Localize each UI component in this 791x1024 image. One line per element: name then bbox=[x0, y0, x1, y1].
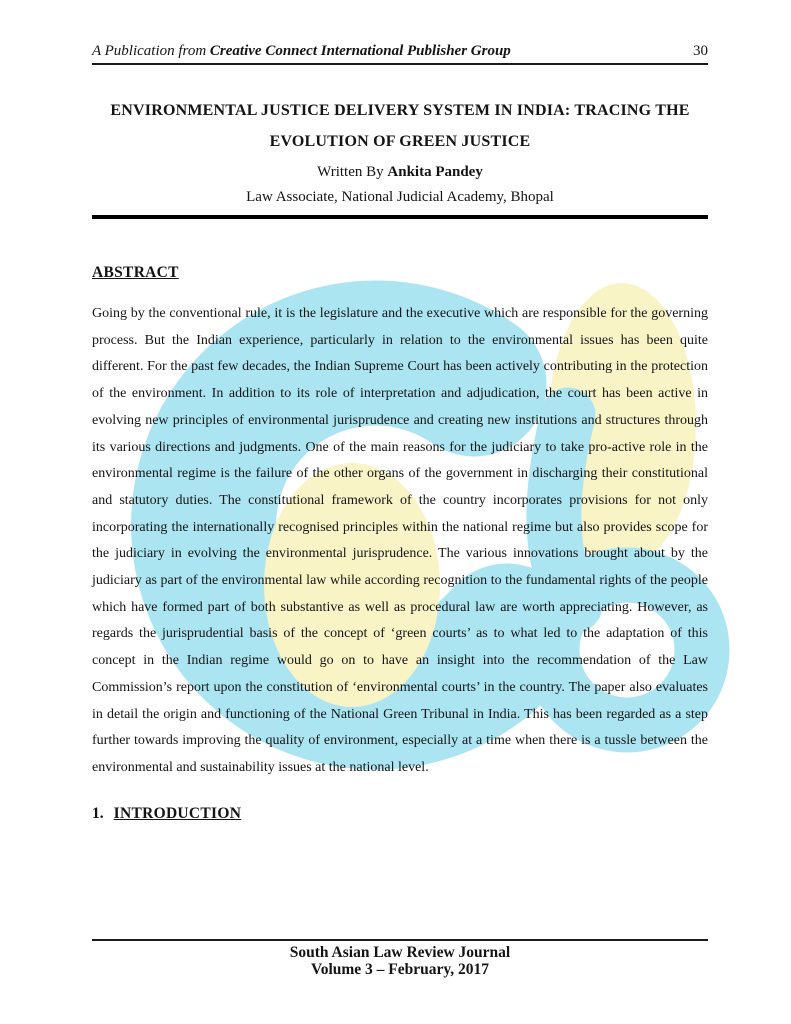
publication-credit bbox=[92, 42, 511, 60]
page-number: 30 bbox=[693, 43, 708, 59]
byline-prefix: Written By bbox=[317, 164, 384, 180]
abstract-heading: ABSTRACT bbox=[92, 264, 179, 281]
title-divider-rule bbox=[92, 215, 708, 219]
abstract-paragraph: Going by the conventional rule, it is the legislature and the executive which are responsible for the governing process. But the Indian experience, particularly in relation to the environmental issues has been quite different. For the past few decades, the Indian Supreme Court has been actively contributing in the protection of the environment. In addition to its role of interpretation and adjudication, the court has been active in evolving new principles of environmental jurisprudence and creating new institutions and structures through its various directions and judgments. One of the main reasons for the judiciary to take pro-active role in the environmental regime is the failure of the other organs of the government in discharging their constitutional and statutory duties. The constitutional framework of the country incorporates provisions for not only incorporating the internationally recognised principles within the national regime but also provides scope for the judiciary in evolving the environmental jurisprudence. The various innovations brought about by the judiciary as part of the environmental law while according recognition to the fundamental rights of the people which have formed part of both substantive as well as procedural law are worth appreciating. However, as regards the jurisprudential basis of the concept of ‘green courts’ as to what led to the adaptation of this concept in the Indian regime would go on to have an insight into the recommendation of the Law Commission’s report upon the constitution of ‘environmental courts’ in the country. The paper also evaluates in detail the origin and functioning of the National Green Tribunal in India. This has been regarded as a step further towards improving the quality of environment, especially at a time when there is a tussle between the environmental and sustainability issues at the national level. bbox=[92, 306, 708, 775]
volume-line: Volume 3 – February, 2017 bbox=[310, 961, 490, 978]
page-header bbox=[92, 42, 708, 65]
publication-prefix: A Publication from bbox=[92, 43, 207, 59]
article-title: ENVIRONMENTAL JUSTICE DELIVERY SYSTEM IN INDIA: TRACING THE EVOLUTION OF GREEN JUSTICE bbox=[110, 102, 690, 150]
section-number: 1. bbox=[92, 804, 104, 822]
journal-name: South Asian Law Review Journal bbox=[289, 944, 511, 961]
author-affiliation: Law Associate, National Judicial Academy, Bhopal bbox=[246, 189, 554, 205]
author-name: Ankita Pandey bbox=[387, 164, 483, 180]
page-footer bbox=[92, 939, 708, 978]
section-title: INTRODUCTION bbox=[113, 804, 242, 822]
section-heading-introduction bbox=[92, 804, 708, 824]
byline bbox=[92, 160, 708, 185]
publisher-name: Creative Connect International Publisher Group bbox=[209, 43, 511, 59]
page-content bbox=[92, 0, 708, 824]
